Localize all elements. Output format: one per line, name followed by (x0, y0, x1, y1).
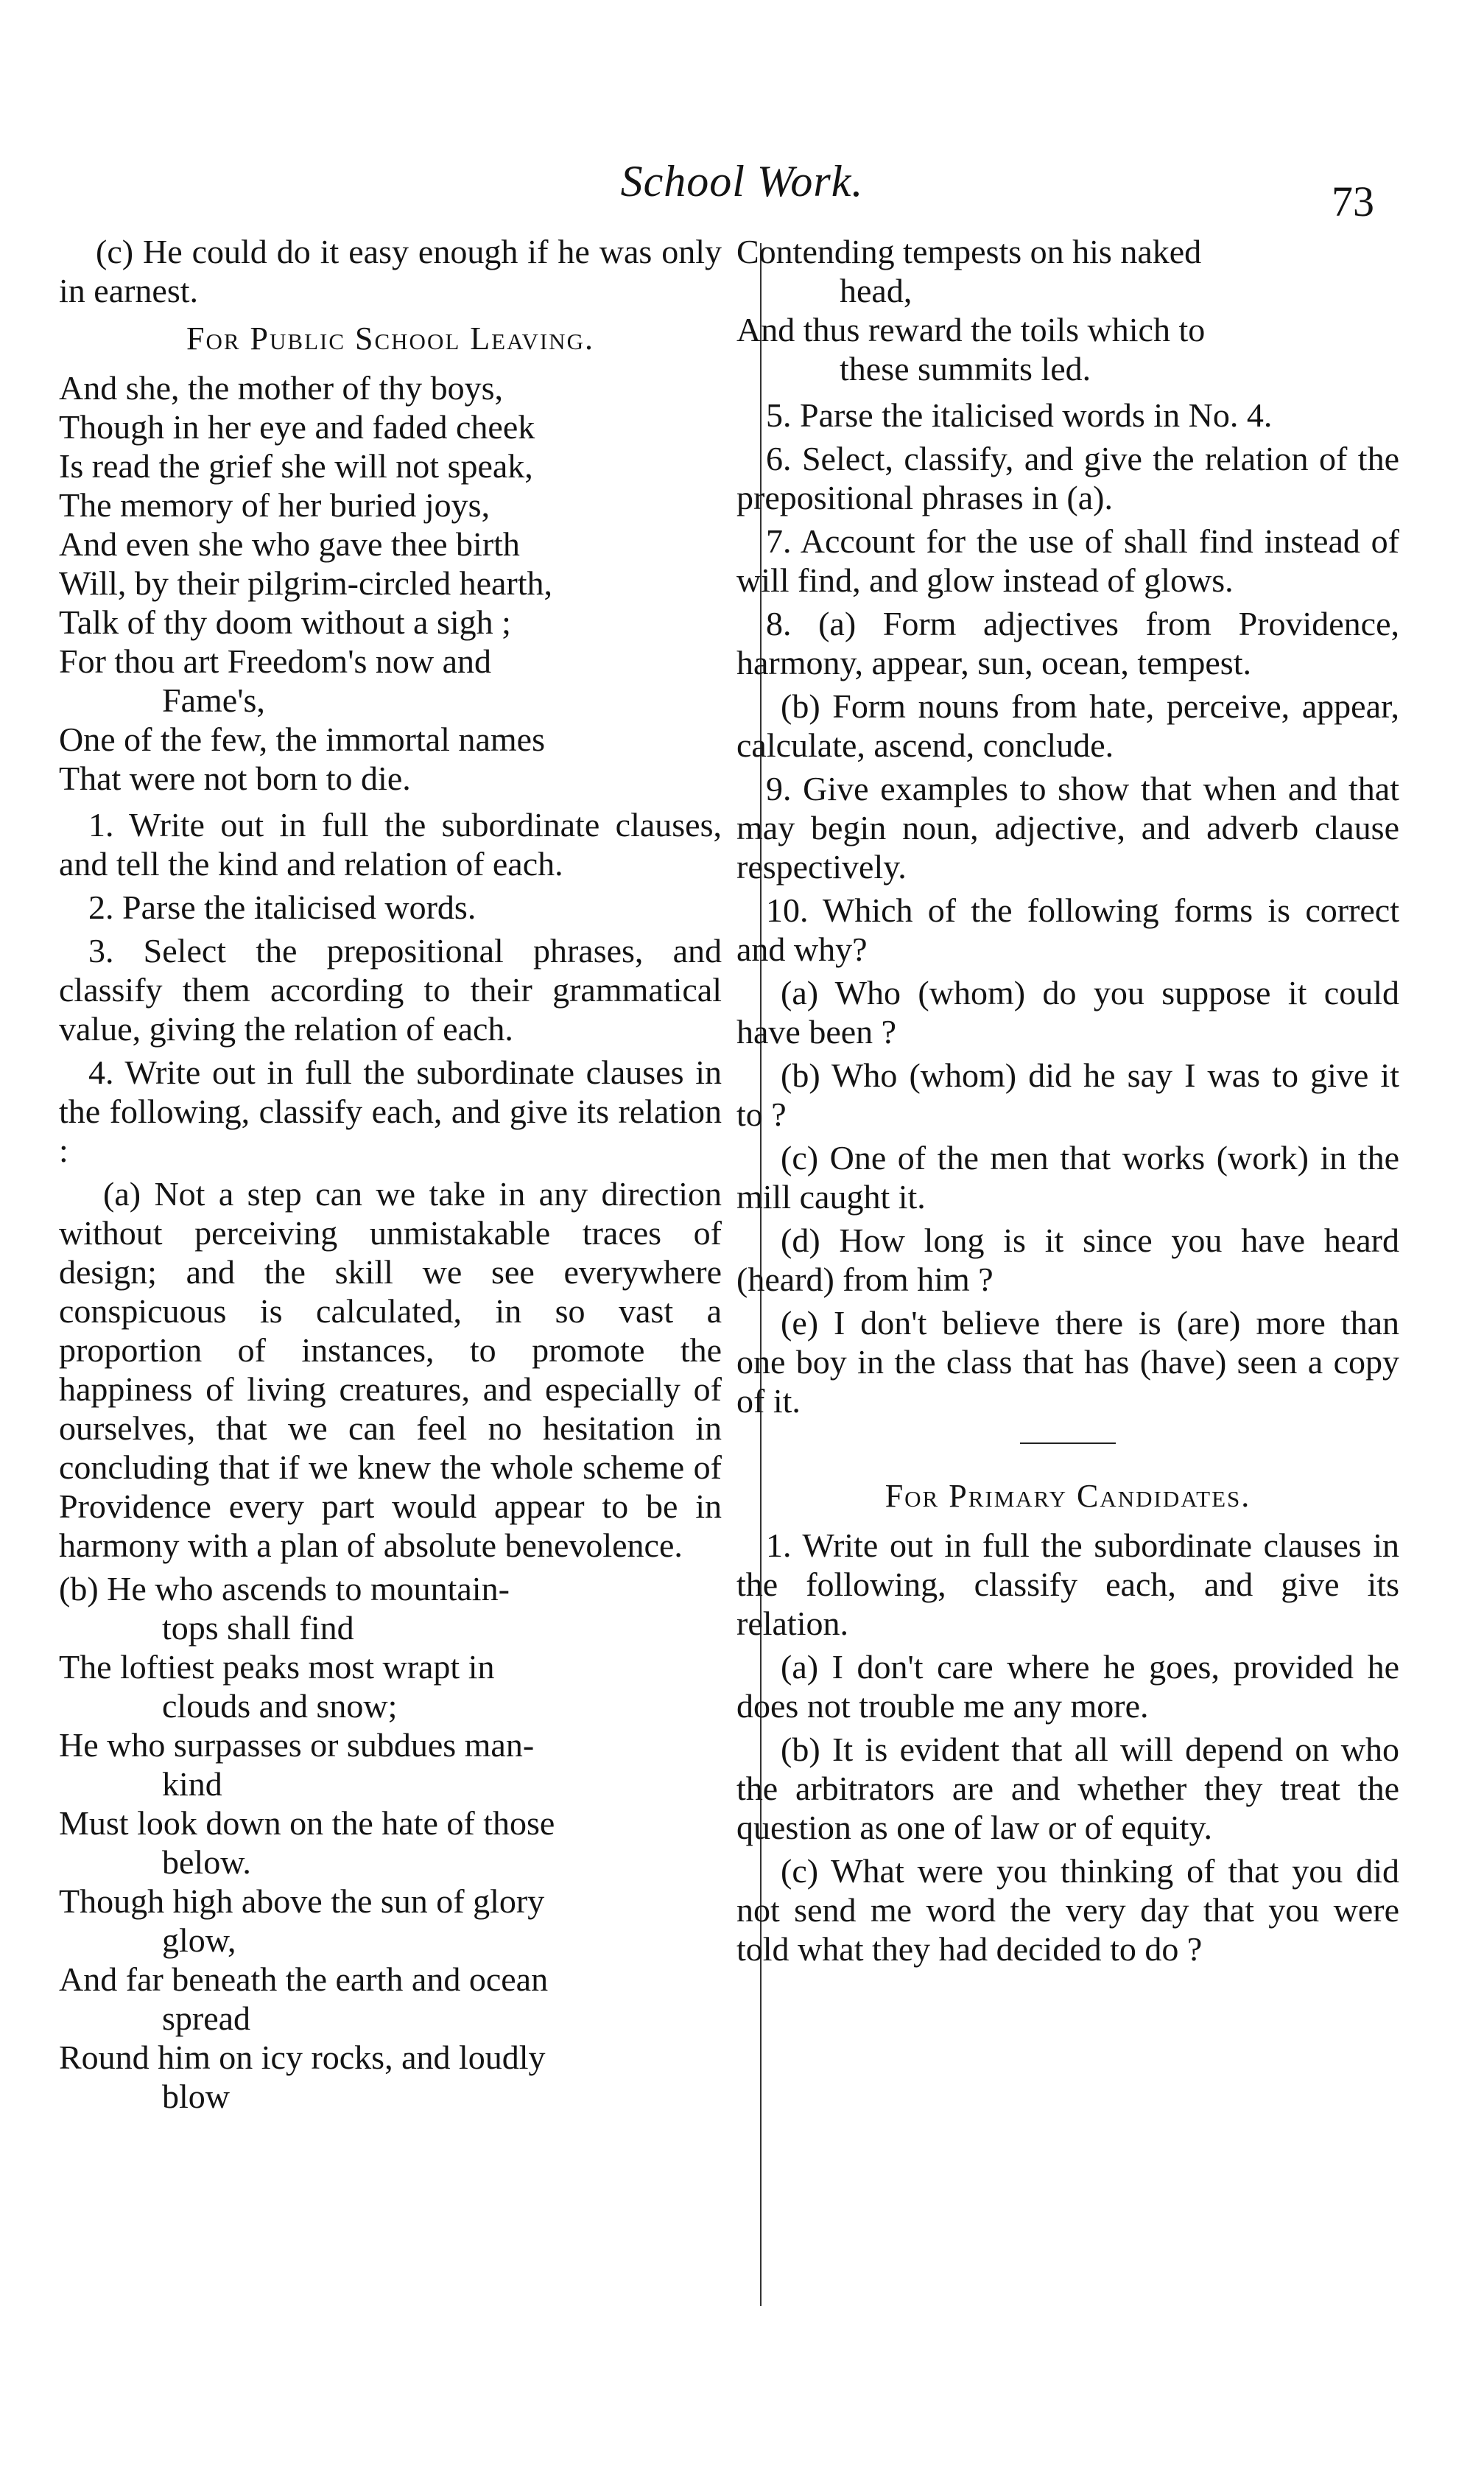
primary-question-1b: (b) It is evident that all will depend on who the arbitrators are and whether they treat the question as one of law or of equity. (736, 1731, 1399, 1846)
primary-question-1c: (c) What were you thinking of that you did not send me word the very day that you were told what they had decided to do ? (736, 1852, 1399, 1968)
primary-question-1: 1. Write out in full the subordinate clauses in the following, classify each, and give its relation. (736, 1526, 1399, 1642)
verse-line: (b) He who ascends to mountain- (59, 1570, 510, 1608)
poem-line: That were not born to die. (59, 760, 411, 797)
page-number: 73 (1332, 178, 1374, 225)
verse-line: And thus reward the toils which to (736, 311, 1206, 348)
verse-line: And far beneath the earth and ocean (59, 1960, 549, 1998)
verse-line: He who surpasses or subdues man- (59, 1726, 535, 1764)
poem-line: Though in her eye and faded cheek (59, 408, 535, 446)
question-7: 7. Account for the use of shall find instead of will find, and glow instead of glows. (736, 522, 1399, 599)
verse-line-continuation: these summits led. (840, 350, 1091, 388)
question-4b-verse (59, 1569, 722, 2116)
section-separator-rule (1020, 1442, 1116, 1444)
verse-line: Round him on icy rocks, and loudly (59, 2038, 546, 2076)
question-10d: (d) How long is it since you have heard (heard) from him ? (736, 1221, 1399, 1298)
poem-line: Talk of thy doom without a sigh ; (59, 603, 511, 641)
poem-line: Will, by their pilgrim-circled hearth, (59, 564, 553, 602)
verse-line-continuation: spread (162, 1999, 251, 2037)
poem-line-continuation: Fame's, (162, 681, 265, 719)
verse-line-continuation: kind (162, 1765, 222, 1803)
question-4: 4. Write out in full the subordinate clauses in the following, classify each, and give its relation : (59, 1054, 722, 1169)
verse-line: The loftiest peaks most wrapt in (59, 1648, 495, 1686)
left-column (59, 232, 722, 2123)
verse-line: Must look down on the hate of those (59, 1804, 555, 1842)
running-title: School Work. (620, 157, 864, 206)
poem-line: For thou art Freedom's now and (59, 642, 492, 680)
poem-stanza (59, 368, 722, 798)
question-2: 2. Parse the italicised words. (88, 888, 477, 926)
question-8a: 8. (a) Form adjectives from Providence, harmony, appear, sun, ocean, tempest. (736, 605, 1399, 681)
verse-line-continuation: head, (840, 272, 912, 309)
section-heading-primary: For Primary Candidates. (885, 1478, 1251, 1514)
question-10e: (e) I don't believe there is (are) more than one boy in the class that has (have) seen a copy of it. (736, 1304, 1399, 1420)
question-5: 5. Parse the italicised words in No. 4. (766, 396, 1273, 434)
question-10a: (a) Who (whom) do you suppose it could have been ? (736, 974, 1399, 1051)
question-8b: (b) Form nouns from hate, perceive, appear, calculate, ascend, conclude. (736, 687, 1399, 764)
question-3: 3. Select the prepositional phrases, and classify them according to their grammatical value, giving the relation of each. (59, 932, 722, 1048)
question-9: 9. Give examples to show that when and that may begin noun, adjective, and adverb clause respectively. (736, 770, 1399, 886)
poem-line: The memory of her buried joys, (59, 486, 490, 524)
intro-paragraph-c: (c) He could do it easy enough if he was only in earnest. (59, 233, 722, 309)
question-10c: (c) One of the men that works (work) in the mill caught it. (736, 1139, 1399, 1216)
poem-line: And even she who gave thee birth (59, 525, 520, 563)
primary-question-1a: (a) I don't care where he goes, provided he does not trouble me any more. (736, 1648, 1399, 1725)
question-10: 10. Which of the following forms is correct and why? (736, 891, 1399, 968)
verse-line-continuation: clouds and snow; (162, 1687, 398, 1725)
question-10b: (b) Who (whom) did he say I was to give it to ? (736, 1056, 1399, 1133)
verse-line-continuation: below. (162, 1843, 251, 1881)
verse-line-continuation: blow (162, 2078, 230, 2115)
verse-continuation (736, 232, 1399, 388)
poem-line: And she, the mother of thy boys, (59, 369, 504, 407)
right-column (736, 232, 1399, 1973)
verse-line: Contending tempests on his naked (736, 233, 1202, 270)
question-4a-passage: (a) Not a step can we take in any direction without perceiving unmistakable traces of design; and the skill we see everywhere conspicuous is calculated, in so vast a proportion of instances, to promote the happiness of living creatures, and especially of ourselves, that we can feel no hesitation in concluding that if we knew the whole scheme of Providence every part would appear to be in harmony with a plan of absolute benevolence. (59, 1175, 722, 1564)
question-1: 1. Write out in full the subordinate clauses, and tell the kind and relation of each. (59, 806, 722, 883)
section-heading-public-school: For Public School Leaving. (186, 320, 594, 357)
verse-line-continuation: tops shall find (162, 1609, 354, 1647)
poem-line: Is read the grief she will not speak, (59, 447, 533, 485)
question-6: 6. Select, classify, and give the relation of the prepositional phrases in (a). (736, 440, 1399, 516)
verse-line: Though high above the sun of glory (59, 1882, 545, 1920)
poem-line: One of the few, the immortal names (59, 721, 545, 758)
verse-line-continuation: glow, (162, 1921, 236, 1959)
